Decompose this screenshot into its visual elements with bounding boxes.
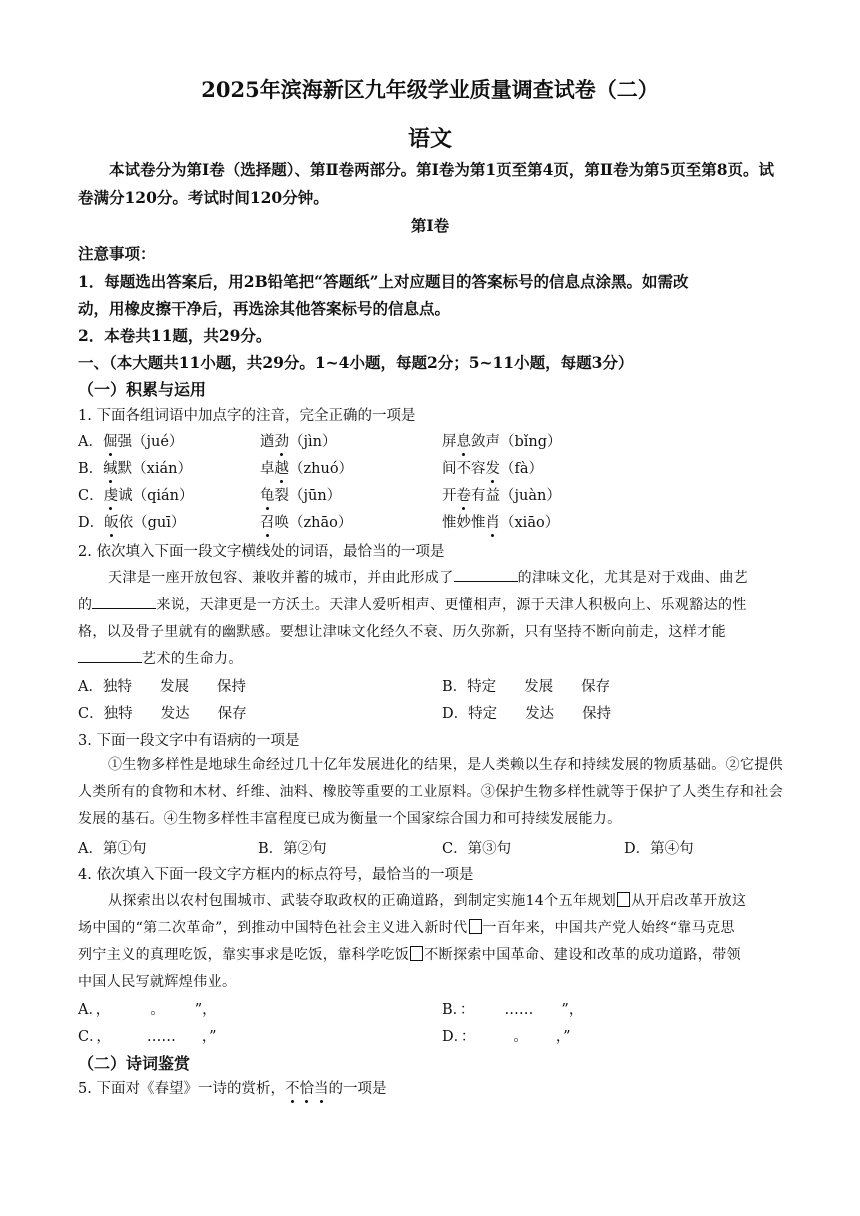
q2-option-b: B．特定 发展 保存 bbox=[442, 679, 611, 695]
q2-option-d: D．特定 发达 保持 bbox=[442, 706, 612, 722]
q4-stem: 4. 依次填入下面一段文字方框内的标点符号，最恰当的一项是 bbox=[78, 867, 474, 883]
q4-option-a: A．， 。 ”， bbox=[78, 1002, 217, 1018]
dotted-char: 倔 bbox=[103, 430, 118, 451]
q4-passage-line-1: 从探索出以农村包围城市、武装夺取政权的正确道路，到制定实施14个五年规划 从开启改革开放这 bbox=[108, 893, 747, 909]
fill-blank bbox=[92, 596, 156, 609]
q1-option-a-word-2: 遒劲（jìn） bbox=[260, 430, 336, 451]
q1-option-b-word-3: 间不容发（fà） bbox=[442, 457, 543, 478]
dotted-char: 劲 bbox=[275, 430, 290, 451]
q1-option-d-word-3: 惟妙惟肖（xiāo） bbox=[442, 511, 559, 532]
q4-option-b: B．： …… ”， bbox=[442, 1002, 584, 1018]
q1-option-b-word-2: 卓越（zhuó） bbox=[260, 457, 353, 478]
q1-option-c-word-2: 龟裂（jūn） bbox=[260, 484, 341, 505]
dotted-char: 越 bbox=[275, 457, 290, 478]
q3-passage: ①生物多样性是地球生命经过几十亿年发展进化的结果，是人类赖以生存和持续发展的物质基础。②它提供人类所有的食物和木材、纤维、油料、橡胶等重要的工业原料。③保护生物多样性就等于保护了人类生存和社会发展的基石。④生物多样性丰富程度已成为衡量一个国家综合国力和可持续发展能力。 bbox=[78, 757, 783, 827]
dotted-char: 缄 bbox=[103, 457, 118, 478]
notes-heading: 注意事项： bbox=[78, 244, 156, 263]
q3-stem: 3. 下面一段文字中有语病的一项是 bbox=[78, 733, 300, 749]
dotted-char: 发 bbox=[486, 457, 501, 478]
q2-option-c: C．独特 发达 保存 bbox=[78, 706, 247, 722]
q4-option-d: D．： 。 ，” bbox=[442, 1029, 571, 1045]
q4-passage-line-2: 场中国的“第二次革命”，到推动中国特色社会主义进入新时代 一百年来，中国共产党人始终“靠马克思 bbox=[78, 920, 735, 936]
q1-stem: 1. 下面各组词语中加点字的注音，完全正确的一项是 bbox=[78, 408, 416, 424]
punctuation-box bbox=[617, 892, 630, 907]
exam-title: 2025年滨海新区九年级学业质量调查试卷（二） bbox=[201, 77, 659, 102]
option-label: B． bbox=[78, 461, 104, 477]
exam-intro: 本试卷分为第Ⅰ卷（选择题）、第Ⅱ卷两部分。第Ⅰ卷为第1页至第4页，第Ⅱ卷为第5页至第8页。试卷满分120分。考试时间120分钟。 bbox=[78, 160, 775, 207]
dotted-char: 不 bbox=[285, 1077, 300, 1098]
dotted-char: 虔 bbox=[104, 484, 119, 505]
q1-option-b: B．缄默（xián） bbox=[78, 457, 192, 478]
punctuation-box bbox=[410, 946, 423, 961]
q3-option-a: A．第①句 bbox=[78, 841, 147, 857]
fill-blank bbox=[78, 650, 142, 663]
q2-stem: 2. 依次填入下面一段文字横线处的词语，最恰当的一项是 bbox=[78, 544, 445, 560]
part-1-heading: 一、（本大题共11小题，共29分。1~4小题，每题2分；5~11小题，每题3分） bbox=[78, 353, 634, 372]
section-2-heading: （二）诗词鉴赏 bbox=[78, 1054, 191, 1073]
q4-passage-line-4: 中国人民写就辉煌伟业。 bbox=[78, 974, 237, 990]
q4-passage-line-3: 列宁主义的真理吃饭，靠实事求是吃饭，靠科学吃饭 不断探索中国革命、建设和改革的成功道路，带领 bbox=[78, 947, 742, 963]
q3-option-b: B．第②句 bbox=[258, 841, 327, 857]
fill-blank bbox=[454, 569, 518, 582]
q1-option-a: A．倔强（jué） bbox=[78, 430, 183, 451]
punctuation-box bbox=[469, 919, 482, 934]
note-2: 2．本卷共11题，共29分。 bbox=[78, 326, 272, 345]
q2-passage-line-3: 格，以及骨子里就有的幽默感。要想让津味文化经久不衰、历久弥新，只有坚持不断向前走，这样才能 bbox=[78, 624, 726, 640]
option-label: C． bbox=[78, 488, 104, 504]
section-1-heading: （一）积累与运用 bbox=[78, 380, 207, 399]
dotted-char: 当 bbox=[314, 1077, 329, 1098]
q1-option-a-word-3: 屏息敛声（bǐng） bbox=[442, 430, 562, 451]
q2-passage-line-1: 天津是一座开放包容、兼收并蓄的城市，并由此形成了 的津味文化，尤其是对于戏曲、曲艺 bbox=[108, 570, 749, 586]
dotted-char: 恰 bbox=[299, 1077, 314, 1098]
dotted-char: 肖 bbox=[486, 511, 501, 532]
q1-option-c: C．虔诚（qián） bbox=[78, 484, 194, 505]
q3-option-c: C．第③句 bbox=[442, 841, 512, 857]
subject-title: 语文 bbox=[407, 126, 452, 152]
q2-passage-line-2: 的 来说，天津更是一方沃土。天津人爱听相声、更懂相声，源于天津人积极向上、乐观豁达的性 bbox=[78, 597, 747, 613]
dotted-char: 卷 bbox=[457, 484, 472, 505]
q2-passage-line-4: 艺术的生命力。 bbox=[78, 648, 243, 668]
q1-option-d-word-2: 召唤（zhāo） bbox=[260, 511, 352, 532]
q1-option-c-word-3: 开卷有益（juàn） bbox=[442, 484, 561, 505]
dotted-char: 召 bbox=[260, 511, 275, 532]
note-1-line-1: 1．每题选出答案后，用2B铅笔把“答题纸”上对应题目的答案标号的信息点涂黑。如需改 bbox=[78, 272, 689, 291]
q5-stem: 5. 下面对《春望》一诗的赏析，不恰当的一项是 bbox=[78, 1077, 386, 1098]
dotted-char: 龟 bbox=[260, 484, 275, 505]
q2-option-a: A．独特 发展 保持 bbox=[78, 679, 246, 695]
dotted-char: 息 bbox=[457, 430, 472, 451]
option-label: D． bbox=[78, 515, 105, 531]
q1-option-d: D．皈依（guī） bbox=[78, 511, 185, 532]
q3-option-d: D．第④句 bbox=[624, 841, 694, 857]
q4-option-c: C．， …… ，” bbox=[78, 1029, 217, 1045]
option-label: A． bbox=[78, 434, 103, 450]
dotted-char: 皈 bbox=[104, 511, 119, 532]
note-1-line-2: 动，用橡皮擦干净后，再选涂其他答案标号的信息点。 bbox=[78, 299, 451, 318]
volume-heading: 第Ⅰ卷 bbox=[410, 216, 450, 235]
